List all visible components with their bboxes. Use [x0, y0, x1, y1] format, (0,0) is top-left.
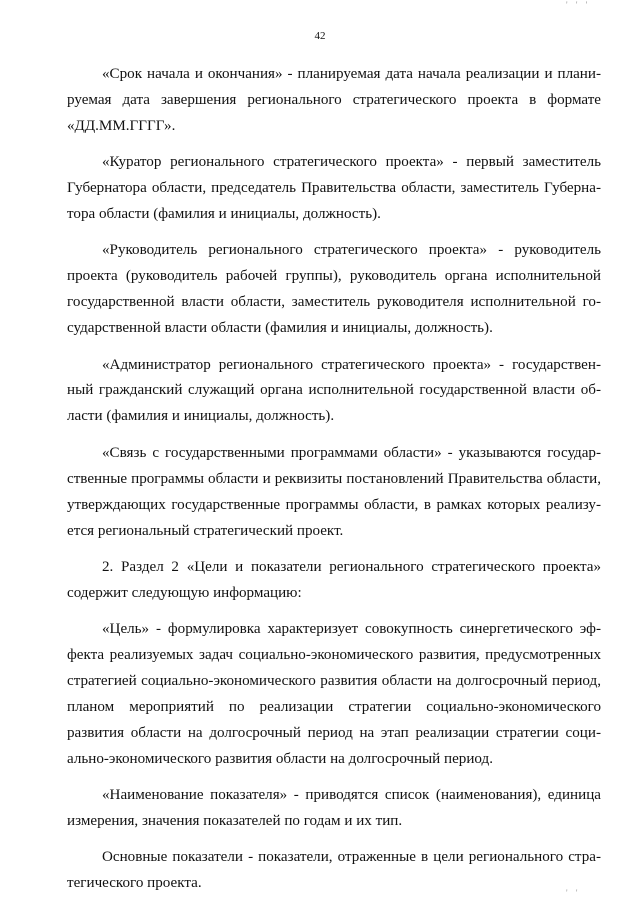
paragraph-term-dates: «Срок начала и окончания» - планируемая дата начала реализации и планируемая дата завершения регионального стратегического проекта в формате «ДД.ММ.ГГГГ». — [67, 66, 601, 134]
paragraph-state-programs-link: «Связь с государственными программами области» - указываются государственные программы области и реквизиты постановлений Правительства области, утверждающих государственные программы области, в рамках которых реализуется региональный стратегический проект. — [67, 444, 601, 539]
paragraph-goal: «Цель» - формулировка характеризует совокупность синергетического эффекта реализуемых задач социально-экономического развития, предусмотренных стратегией социально-экономического развития области на долгосрочный период, планом мероприятий по реализации стратегии социально-экономического развития области на долгосрочный период на этап реализации стратегии социально-экономического развития области на долгосрочный период. — [67, 621, 601, 767]
paragraph-main-indicators: Основные показатели - показатели, отраженные в цели регионального стратегического проекта. — [67, 849, 601, 892]
paragraph-curator: «Куратор регионального стратегического проекта» - первый заместитель Губернатора области, председатель Правительства области, заместитель Губернатора области (фамилия и инициалы, должность). — [67, 154, 601, 223]
edge-scan-mark-bottom: ' ' — [566, 888, 581, 898]
edge-scan-mark: ' ' ' — [566, 0, 591, 10]
paragraph-section-2-intro: 2. Раздел 2 «Цели и показатели регионального стратегического проекта» содержит следующую информацию: — [67, 558, 601, 601]
paragraph-project-head: «Руководитель регионального стратегического проекта» - руководитель проекта (руководитель рабочей группы), руководитель органа исполнительной государственной власти области, заместитель руководителя исполнительной государственной власти области (фамилия и инициалы, должность). — [67, 242, 601, 337]
paragraph-indicator-name: «Наименование показателя» - приводятся список (наименования), единица измерения, значения показателей по годам и их тип. — [67, 787, 601, 830]
paragraph-administrator: «Администратор регионального стратегического проекта» - государственный гражданский служащий органа исполнительной государственной власти области (фамилия и инициалы, должность). — [67, 356, 601, 425]
page-number: 42 — [314, 30, 326, 42]
document-body — [67, 62, 601, 908]
